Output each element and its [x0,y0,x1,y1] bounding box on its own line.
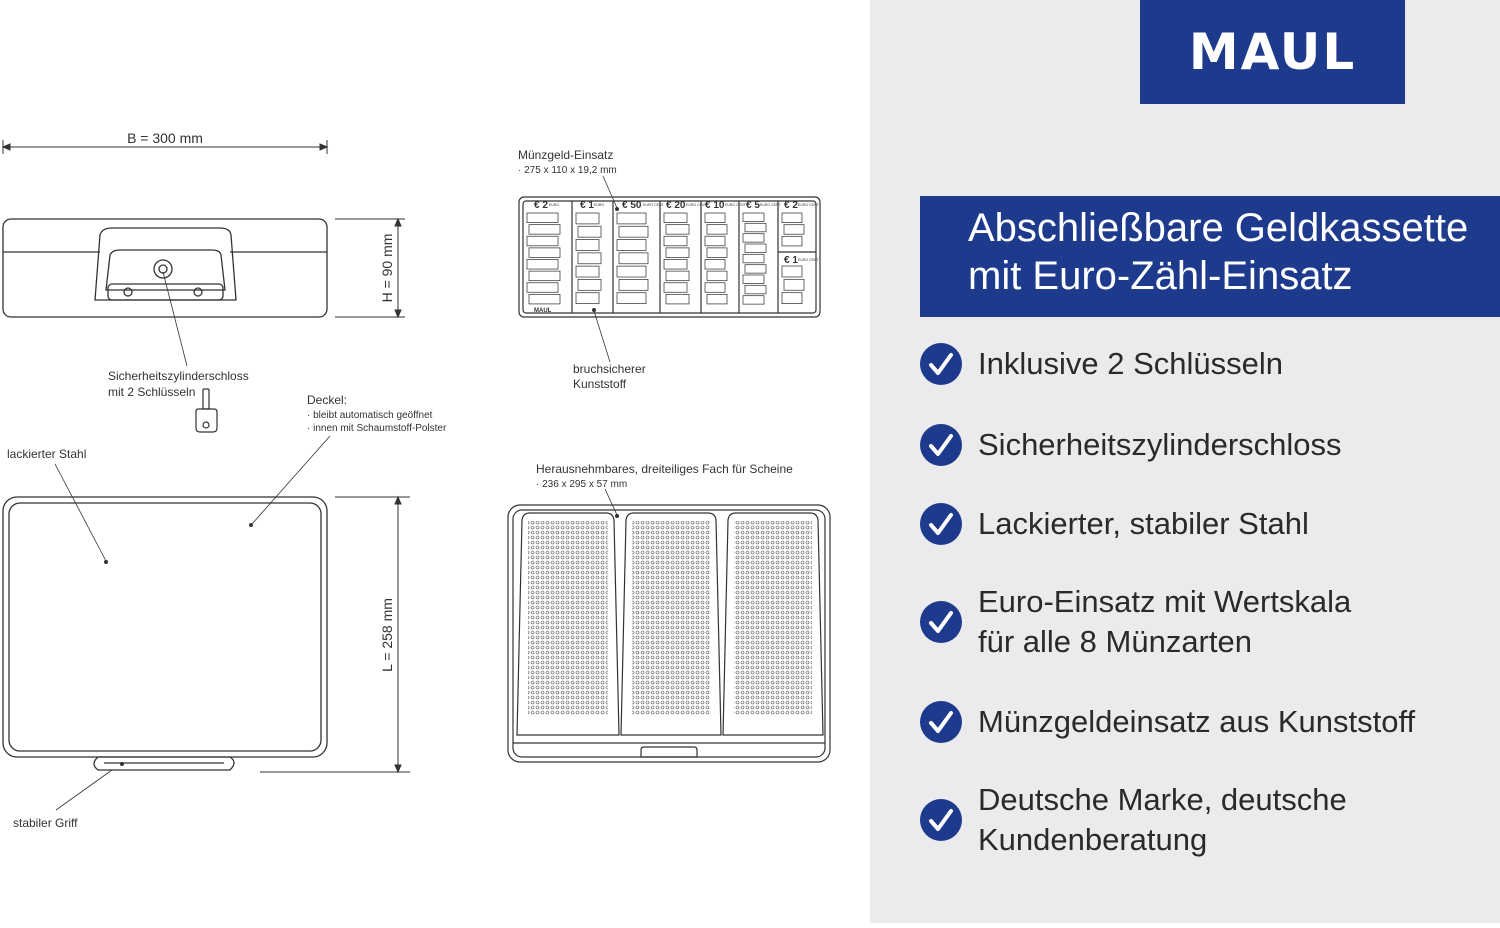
coin-slot [782,293,802,304]
coin-label-50-cent: € 50 [622,200,642,211]
coin-slot [666,271,689,281]
feature-item [920,503,1490,545]
coin-slot [666,248,689,258]
coin-label-1-cent: € 1 [784,255,798,266]
feature-item [920,780,1490,860]
coin-slot [529,225,560,235]
coin-slot [576,266,599,277]
coin-slot [578,253,601,264]
coin-label-2-euro: € 2 [534,200,548,211]
coin-slot [578,226,601,237]
coin-slot [705,213,725,223]
coin-unit-2-cent: EURO CENT [798,203,819,207]
coin-slot [705,260,725,270]
coin-slot [784,225,804,235]
coin-slot [529,271,560,281]
feature-item [920,701,1490,743]
coin-slot [576,293,599,304]
coin-label-2-cent: € 2 [784,200,798,211]
coin-slot [619,253,648,264]
coin-slot [578,279,601,290]
coin-slot [707,294,727,304]
coin-slot [707,248,727,258]
checkmark-icon [920,601,962,643]
coin-slot [527,236,558,246]
key-icon [196,389,217,432]
coin-slot [664,213,687,223]
length-label: L = 258 mm [379,598,395,672]
coin-slot [707,271,727,281]
feature-text: Sicherheitszylinderschloss [978,427,1342,462]
coin-slot [617,293,646,304]
coin-slot [745,223,766,231]
feature-text-line2: Kundenberatung [978,822,1208,857]
feature-text-line1: Euro-Einsatz mit Wertskala [978,584,1352,619]
coin-slot [617,266,646,277]
box-top-view [3,497,327,770]
tray-dims: · 236 x 295 x 57 mm [536,479,628,490]
coin-slot [745,265,766,273]
coin-label-10-cent: € 10 [705,200,725,211]
coin-label-1-euro: € 1 [580,200,594,211]
coin-slot [705,236,725,246]
checkmark-icon [920,343,962,385]
coin-slot [527,283,558,293]
coin-unit-20-cent: EURO CENT [686,203,707,207]
coin-slot [664,283,687,293]
lock-label-line2: mit 2 Schlüsseln [108,385,196,399]
plastic-label-line2: Kunststoff [573,377,627,391]
coin-unit-2-euro: EURO [549,203,560,207]
feature-text: Münzgeldeinsatz aus Kunststoff [978,704,1416,739]
feature-item [920,582,1490,662]
coin-insert-title: Münzgeld-Einsatz [518,148,614,162]
coin-label-5-cent: € 5 [746,200,760,211]
coin-slot [745,285,766,293]
checkmark-icon [920,424,962,466]
checkmark-icon [920,799,962,841]
tray-title: Herausnehmbares, dreiteiliges Fach für Scheine [536,462,793,476]
insert-brand: MAUL [534,308,552,314]
banknote-tray-drawing [508,505,830,762]
feature-text-line2: für alle 8 Münzarten [978,624,1252,659]
feature-item [920,424,1490,466]
coin-unit-1-euro: EURO [594,203,605,207]
coin-slot [664,236,687,246]
coin-slot [529,294,560,304]
coin-slots [527,213,804,304]
lid-point-1: · bleibt automatisch geöffnet [307,410,433,421]
coin-slot [617,240,646,251]
coin-slot [782,266,802,277]
coin-slot [576,240,599,251]
coin-insert-dims: · 275 x 110 x 19,2 mm [518,165,617,176]
height-label: H = 90 mm [379,233,395,303]
coin-slot [617,213,646,224]
coin-unit-10-cent: EURO CENT [725,203,746,207]
coin-slot [743,213,764,221]
coin-slot [707,225,727,235]
feature-text: Lackierter, stabiler Stahl [978,506,1309,541]
coin-unit-5-cent: EURO CENT [760,203,781,207]
coin-insert-drawing [519,197,820,317]
coin-label-20-cent: € 20 [666,200,686,211]
steel-label: lackierter Stahl [7,447,87,461]
coin-unit-50-cent: EURO CENT [643,203,664,207]
coin-slot [743,275,764,283]
coin-slot [666,294,689,304]
coin-slot [527,260,558,270]
plastic-label-line1: bruchsicherer [573,362,646,376]
title-line-1: Abschließbare Geldkassette [968,206,1469,250]
coin-slot [705,283,725,293]
checkmark-icon [920,503,962,545]
feature-item [920,343,1490,385]
coin-slot [782,213,802,223]
coin-slot [619,279,648,290]
title-banner [920,196,1500,317]
coin-slot [529,248,560,258]
coin-slot [743,234,764,242]
checkmark-icon [920,701,962,743]
handle-label: stabiler Griff [13,816,78,830]
coin-slot [619,226,648,237]
coin-slot [666,225,689,235]
coin-slot [743,296,764,304]
coin-slot [784,279,804,290]
lid-point-2: · innen mit Schaumstoff-Polster [307,423,447,434]
brand-logo: MAUL [1140,0,1405,104]
feature-panel [870,0,1500,923]
coin-unit-1-cent: EURO CENT [798,258,819,262]
coin-slot [745,244,766,252]
coin-slot [527,213,558,223]
title-line-2: mit Euro-Zähl-Einsatz [968,254,1353,298]
lid-title: Deckel: [307,393,348,407]
lock-label-line1: Sicherheitszylinderschloss [108,369,249,383]
coin-slot [664,260,687,270]
feature-text: Inklusive 2 Schlüsseln [978,346,1283,381]
width-label: B = 300 mm [127,130,203,146]
coin-slot [743,254,764,262]
box-front-view [3,219,327,317]
coin-slot [782,236,802,246]
coin-slot [576,213,599,224]
feature-text-line1: Deutsche Marke, deutsche [978,782,1347,817]
